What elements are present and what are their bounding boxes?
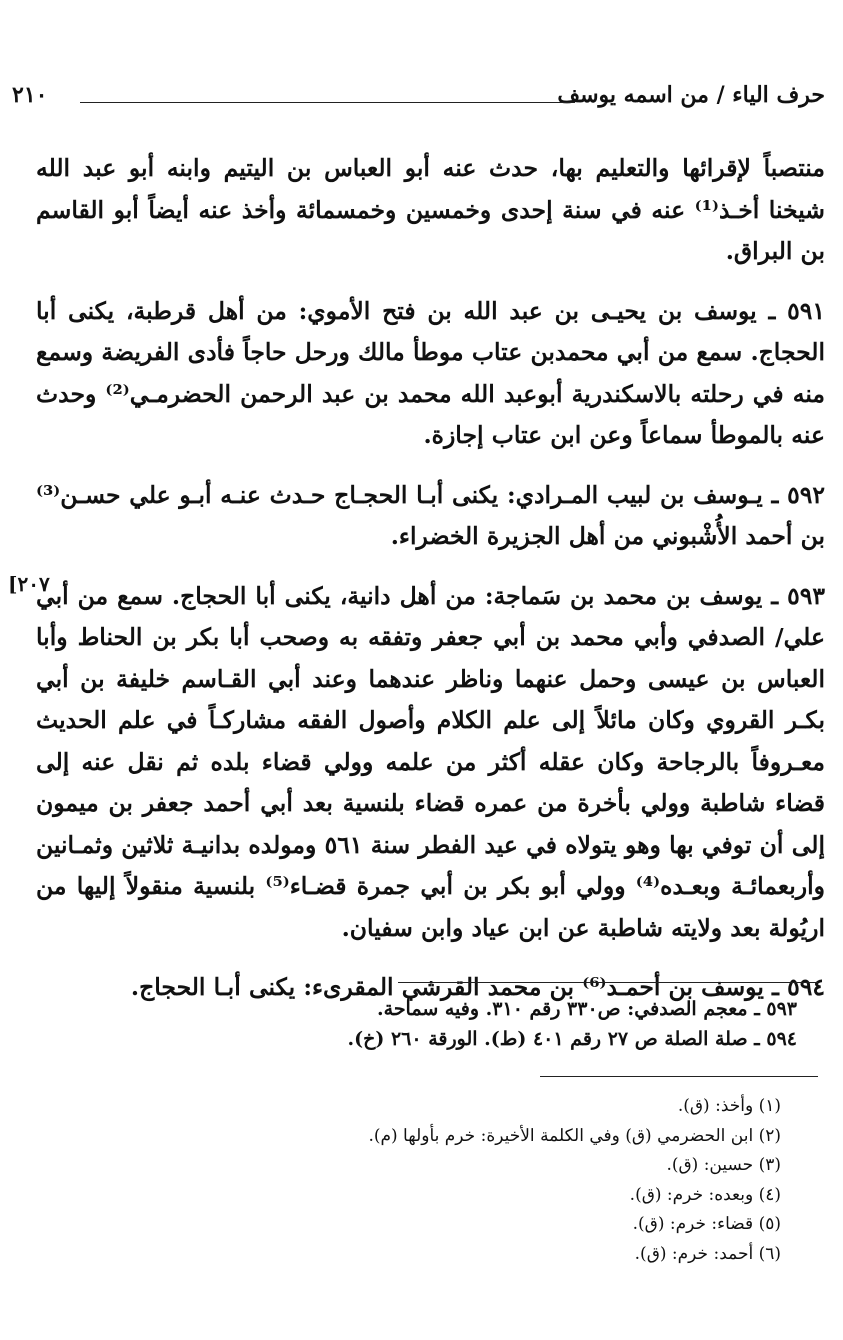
running-header bbox=[12, 82, 825, 116]
footnotes bbox=[30, 1092, 781, 1269]
footnote: (٤) وبعده: خرم: (ق). bbox=[629, 1184, 781, 1205]
entry-paragraph: ٥٩٣ ـ يوسف بن محمد بن سَماجة: من أهل دانية، يكنى أبا الحجاج. سمع من أبي علي/ الصدفي وأبي محمد بن أبي جعفر وتفقه به وصحب أبا بكر بن الحناط وأبا العباس بن عيسى وحمل عنهما وناظر عندهما وعند أبي القـاسم خليفة بن أبي بكـر القروي وكان مائلاً إلى علم الكلام وأصول الفقه مشاركـاً في علم الحديث معـروفاً بالرجاحة وكان عقله أكثر من علمه وولي قضاء بلده ثم نقل عنه إلى قضاء شاطبة وولي بأخرة من عمره قضاء بلنسية بعد أبي أحمد جعفر بن ميمون إلى أن توفي بها وهو يتولاه في عيد الفطر سنة ٥٦١ ومولده بدانيـة ثلاثين وثمـانين وأربعمائـة وبعـده⁽⁴⁾ وولي أبو بكر بن أبي جمرة قضـاء⁽⁵⁾ بلنسية منقولاً إليها من اريُولة بعد ولايته شاطبة عن ابن عياد وابن سفيان. bbox=[36, 581, 825, 942]
entry-paragraph: ٥٩١ ـ يوسف بن يحيـى بن عبد الله بن فتح الأموي: من أهل قرطبة، يكنى أبا الحجاج. سمع من أبي محمدبن عتاب موطأ مالك ورحل حاجاً فأدى الفريضة وسمع منه في رحلته بالاسكندرية أبوعبد الله محمد بن عبد الرحمن الحضرمـي⁽²⁾ وحدث عنه بالموطأ سماعاً وعن ابن عتاب إجازة. bbox=[36, 296, 826, 449]
header-rule bbox=[80, 102, 575, 103]
footnote: (٢) ابن الحضرمي (ق) وفي الكلمة الأخيرة: خرم بأولها (م). bbox=[368, 1125, 781, 1146]
page-number: ٢١٠ bbox=[12, 82, 48, 108]
references-rule bbox=[398, 982, 818, 983]
footnote: (١) وأخذ: (ق). bbox=[677, 1096, 781, 1116]
reference-line: ٥٩٣ ـ معجم الصدفي: ص٣٣٠ رقم ٣١٠. وفيه سماحة. bbox=[377, 998, 797, 1020]
footnote: (٣) حسين: (ق). bbox=[666, 1155, 781, 1175]
margin-folio-marker: [٢٠٧ bbox=[8, 572, 50, 596]
references bbox=[30, 994, 797, 1054]
footnotes-rule bbox=[540, 1076, 818, 1077]
main-text bbox=[36, 148, 825, 1027]
entry-paragraph: ٥٩٢ ـ يـوسف بن لبيب المـرادي: يكنى أبـا الحجـاج حـدث عنـه أبـو علي حسـن⁽³⁾ بن أحمد الأُشْبوني من أهل الجزيرة الخضراء. bbox=[36, 480, 825, 550]
header-title: حرف الياء / من اسمه يوسف bbox=[557, 82, 825, 108]
footnote: (٥) قضاء: خرم: (ق). bbox=[632, 1214, 781, 1234]
reference-line: ٥٩٤ ـ صلة الصلة ص ٢٧ رقم ٤٠١ (ط). الورقة ٢٦٠ (خ). bbox=[347, 1028, 797, 1050]
entry-paragraph: منتصباً لإقرائها والتعليم بها، حدث عنه أبو العباس بن اليتيم وابنه أبو عبد الله شيخنا أخـذ⁽¹⁾ عنه في سنة إحدى وخمسين وخمسمائة وأخذ عنه أيضاً أبو القاسم بن البراق. bbox=[36, 154, 826, 265]
footnote: (٦) أحمد: خرم: (ق). bbox=[634, 1243, 781, 1264]
entry-paragraph: ٥٩٤ ـ يوسف بن أحمـد⁽⁶⁾ بن محمد القرشي المقرىء: يكنى أبـا الحجاج. bbox=[130, 973, 825, 1001]
